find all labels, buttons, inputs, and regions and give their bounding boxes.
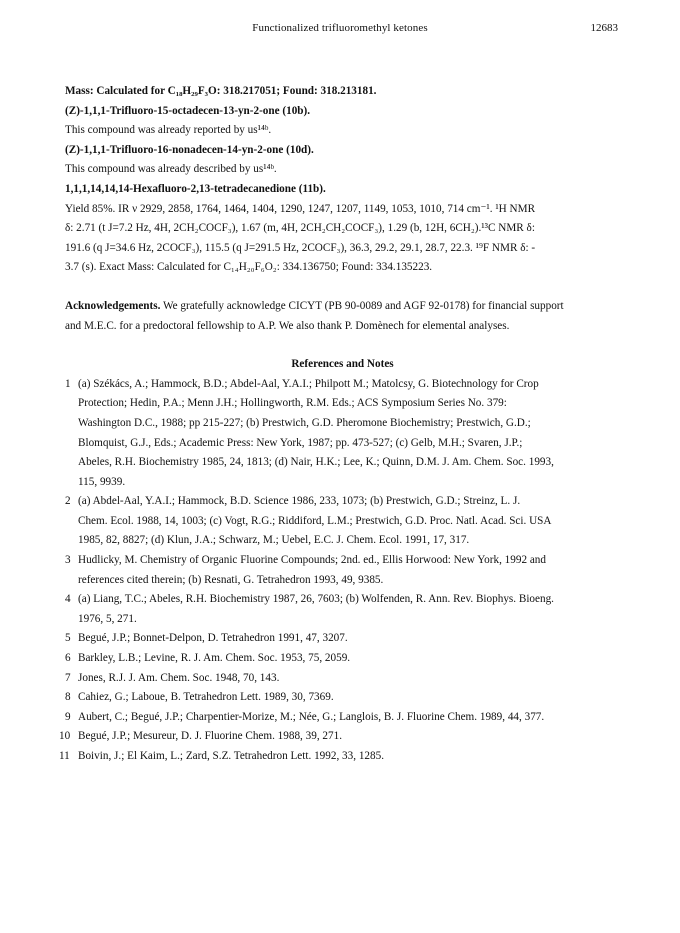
acknowledgements-section [65,297,620,336]
reference-text: (a) Abdel-Aal, Y.A.I.; Hammock, B.D. Science 1986, 233, 1073; (b) Prestwich, G.D.; Streinz, L. J. [78,495,521,508]
reference-text: Washington D.C., 1988; pp 215-227; (b) Prestwich, G.D. Pheromone Biochemistry; Prestwich, G.D.; [78,416,531,429]
compound-title-11b: 1,1,1,14,14,14-Hexafluoro-2,13-tetradecanedione (11b). [65,182,326,195]
reference-number: 9 [65,710,71,723]
reference-text: Begué, J.P.; Mesureur, D. J. Fluorine Chem. 1988, 39, 271. [78,730,342,743]
reference-item [65,551,620,590]
reference-item [65,688,620,708]
spectral-data-line: 191.6 (q J=34.6 Hz, 2COCF₃), 115.5 (q J=291.5 Hz, 2COCF₃), 36.3, 29.2, 29.1, 28.7, 22.3. ¹⁹F NMR δ: - [65,241,536,254]
acknowledgements-text: and M.E.C. for a predoctoral fellowship to A.P. We also thank P. Domènech for elemental analyses. [65,319,510,332]
reference-text: Protection; Hedin, P.A.; Menn J.H.; Hollingworth, R.M. Eds.; ACS Symposium Series No. 379: [78,397,507,410]
reference-item [65,629,620,649]
experimental-section [65,82,620,278]
reference-list [59,375,620,767]
page-header [0,22,680,38]
reference-number: 1 [65,377,71,390]
reference-item [59,747,620,767]
reference-number: 3 [65,554,71,567]
reference-number: 5 [65,632,71,645]
reference-text: Blomquist, G.J., Eds.; Academic Press: New York, 1987; pp. 473-527; (c) Gelb, M.H.; Svaren, J.P.; [78,436,523,449]
reference-text: Hudlicky, M. Chemistry of Organic Fluorine Compounds; 2nd. ed., Ellis Horwood: New York, 1992 and [78,554,546,567]
reference-text: (a) Liang, T.C.; Abeles, R.H. Biochemistry 1987, 26, 7603; (b) Wolfenden, R. Ann. Rev. Biophys. Bioeng. [78,593,554,606]
reference-text: Chem. Ecol. 1988, 14, 1003; (c) Vogt, R.G.; Riddiford, L.M.; Prestwich, G.D. Proc. Natl. Acad. Sci. USA [78,514,552,527]
reference-text: 115, 9939. [78,475,126,488]
reference-text: Abeles, R.H. Biochemistry 1985, 24, 1813; (d) Nair, H.K.; Lee, K.; Quinn, D.M. J. Am. Chem. Soc. 1993, [78,456,554,469]
reference-text: (a) Székács, A.; Hammock, B.D.; Abdel-Aal, Y.A.I.; Philpott M.; Matolcsy, G. Biotechnology for Crop [78,377,539,390]
reference-number: 2 [65,495,71,508]
reference-text: Begué, J.P.; Bonnet-Delpon, D. Tetrahedron 1991, 47, 3207. [78,632,348,645]
reference-text: references cited therein; (b) Resnati, G. Tetrahedron 1993, 49, 9385. [78,573,384,586]
spectral-data-line: δ: 2.71 (t J=7.2 Hz, 4H, 2CH₂COCF₃), 1.67 (m, 4H, 2CH₂CH₂COCF₃), 1.29 (b, 12H, 6CH₂).¹³C NMR δ: [65,222,535,235]
reference-number: 10 [59,730,71,743]
compound-title-10d: (Z)-1,1,1-Trifluoro-16-nonadecen-14-yn-2-one (10d). [65,143,314,156]
spectral-data-line: Yield 85%. IR ν 2929, 2858, 1764, 1464, 1404, 1290, 1247, 1207, 1149, 1053, 1010, 714 cm⁻¹. ¹H NMR [65,202,536,215]
reference-number: 7 [65,671,71,684]
reference-text: Aubert, C.; Begué, J.P.; Charpentier-Morize, M.; Née, G.; Langlois, B. J. Fluorine Chem. 1989, 44, 377. [78,710,545,723]
mass-data-10a: Mass: Calculated for C₁₈H₂₉F₃O: 318.217051; Found: 318.213181. [65,85,377,97]
reference-text: Boivin, J.; El Kaim, L.; Zard, S.Z. Tetrahedron Lett. 1992, 33, 1285. [78,750,384,762]
reference-item [65,375,620,493]
reference-item [65,669,620,689]
reference-text: Cahiez, G.; Laboue, B. Tetrahedron Lett. 1989, 30, 7369. [78,691,334,704]
reference-item [65,649,620,669]
page-number: 12683 [590,22,618,34]
reference-item [65,492,620,551]
reference-text: 1985, 82, 8827; (d) Klun, J.A.; Schwarz, M.; Uebel, E.C. J. Chem. Ecol. 1991, 17, 317. [78,534,470,547]
running-title: Functionalized trifluoromethyl ketones [252,22,428,34]
compound-title-10b: (Z)-1,1,1-Trifluoro-15-octadecen-13-yn-2-one (10b). [65,104,311,117]
compound-note-10b: This compound was already reported by us¹⁴ᵇ. [65,124,272,137]
reference-text: Jones, R.J. J. Am. Chem. Soc. 1948, 70, 143. [78,671,280,684]
reference-item [65,708,620,728]
references-title: References and Notes [291,358,394,371]
reference-text: Barkley, L.B.; Levine, R. J. Am. Chem. Soc. 1953, 75, 2059. [78,652,351,665]
reference-number: 8 [65,691,71,704]
article-body [59,82,620,767]
compound-note-10d: This compound was already described by us¹⁴ᵇ. [65,163,277,176]
reference-number: 6 [65,652,71,665]
acknowledgements-label: Acknowledgements. [65,299,161,312]
reference-number: 11 [59,750,70,762]
reference-item [65,590,620,629]
reference-text: 1976, 5, 271. [78,612,137,625]
acknowledgements-text: We gratefully acknowledge CICYT (PB 90-0089 and AGF 92-0178) for financial support [160,299,564,312]
reference-number: 4 [65,593,71,606]
spectral-data-line: 3.7 (s). Exact Mass: Calculated for C₁₄H₂₀F₆O₂: 334.136750; Found: 334.135223. [65,261,433,274]
reference-item [59,727,620,747]
